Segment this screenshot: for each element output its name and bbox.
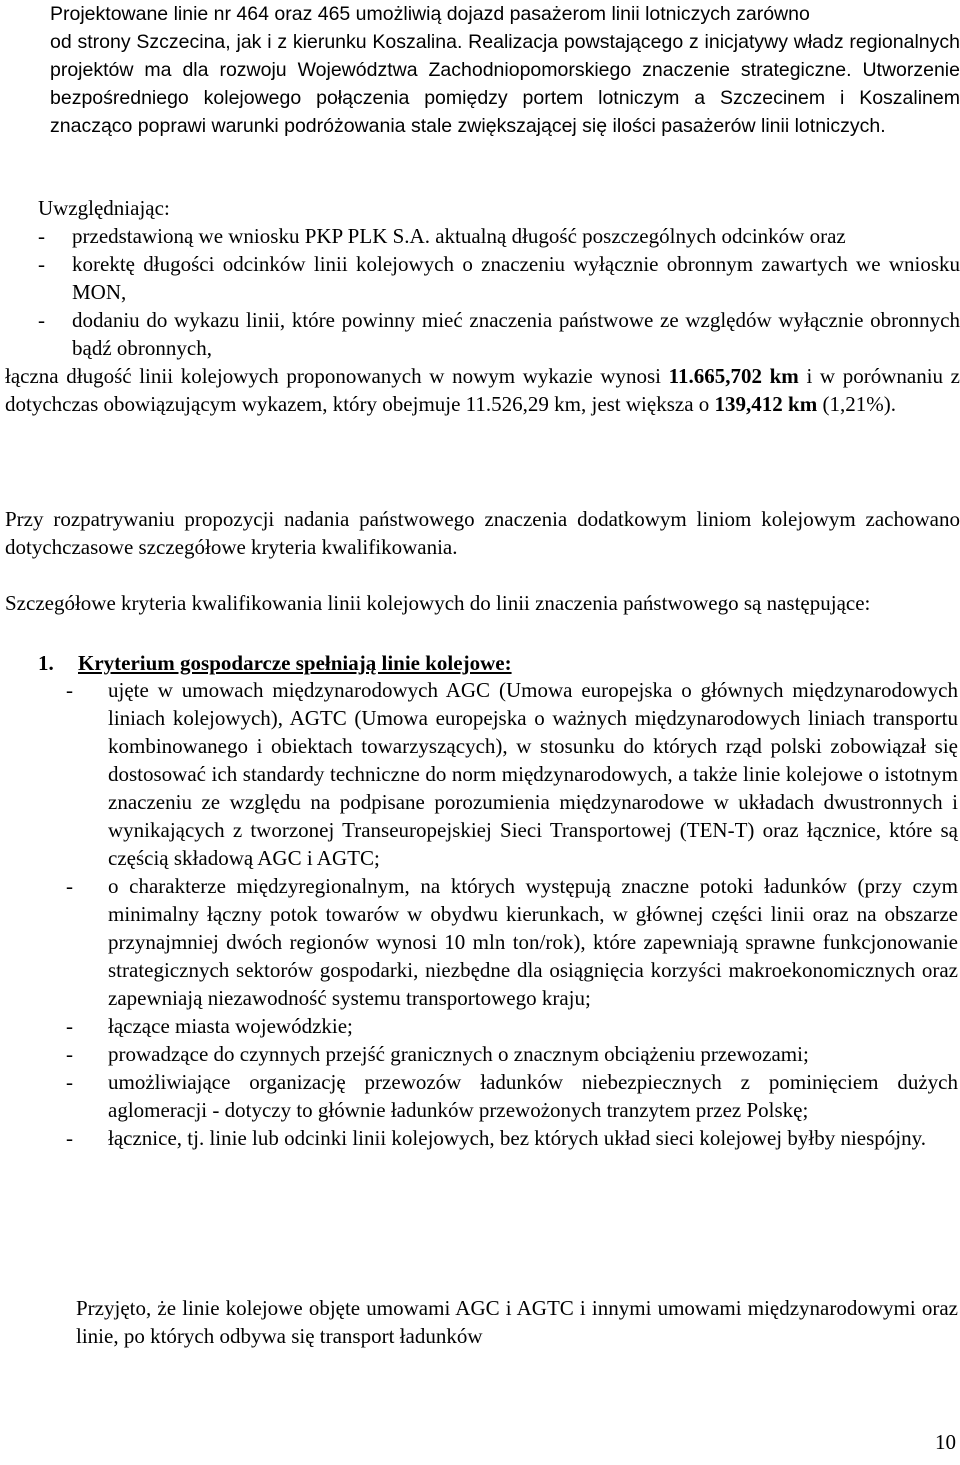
list-item bbox=[66, 676, 958, 872]
dash-bullet: - bbox=[38, 252, 45, 276]
length-difference: 139,412 km bbox=[714, 392, 818, 416]
list-item bbox=[66, 1124, 958, 1152]
list-item-text: umożliwiające organizację przewozów ładunków niebezpiecznych z pominięciem dużych aglomeracji - dotyczy to głównie ładunków przewożonych tranzytem przez Polskę; bbox=[108, 1070, 958, 1122]
list-item-text: przedstawioną we wniosku PKP PLK S.A. aktualną długość poszczególnych odcinków oraz bbox=[72, 224, 846, 248]
criteria-kept-paragraph: Przy rozpatrywaniu propozycji nadania państwowego znaczenia dodatkowym liniom kolejowym zachowano dotychczasowe szczegółowe kryteria kwalifikowania. bbox=[5, 507, 960, 559]
considering-heading: Uwzględniając: bbox=[38, 196, 170, 220]
dash-bullet: - bbox=[66, 1126, 73, 1150]
dash-bullet: - bbox=[66, 874, 73, 898]
list-item-text: prowadzące do czynnych przejść granicznych o znacznym obciążeniu przewozami; bbox=[108, 1042, 809, 1066]
final-paragraph: Przyjęto, że linie kolejowe objęte umowami AGC i AGTC i innymi umowami międzynarodowymi oraz linie, po których odbywa się transport ładunków bbox=[76, 1296, 958, 1348]
summary-text-a: łączna długość linii kolejowych proponowanych w nowym wykazie wynosi bbox=[5, 364, 669, 388]
criteria-intro-paragraph: Szczegółowe kryteria kwalifikowania linii kolejowych do linii znaczenia państwowego są następujące: bbox=[5, 591, 871, 615]
intro-first-line: Projektowane linie nr 464 oraz 465 umożliwią dojazd pasażerom linii lotniczych zarówno bbox=[50, 3, 810, 25]
list-item bbox=[66, 1040, 958, 1068]
summary-text-b: i w porównaniu z dotychczas obowiązującym wykazem, który obejmuje 11.526,29 km, jest większa o bbox=[5, 364, 960, 416]
dash-bullet: - bbox=[66, 1014, 73, 1038]
criterion-number: 1. bbox=[38, 651, 54, 675]
page-number: 10 bbox=[935, 1430, 956, 1454]
summary-text-c: (1,21%). bbox=[817, 392, 896, 416]
list-item bbox=[66, 1068, 958, 1124]
total-length: 11.665,702 km bbox=[668, 364, 799, 388]
dash-bullet: - bbox=[66, 1042, 73, 1066]
considering-section bbox=[5, 194, 960, 418]
list-item bbox=[66, 1012, 958, 1040]
length-summary bbox=[5, 362, 960, 418]
dash-bullet: - bbox=[66, 678, 73, 702]
list-item-text: dodaniu do wykazu linii, które powinny mieć znaczenia państwowe ze względów wyłącznie obronnych bądź obronnych, bbox=[72, 308, 960, 360]
list-item-text: korektę długości odcinków linii kolejowych o znaczeniu wyłącznie obronnym zawartych we wniosku MON, bbox=[72, 252, 960, 304]
dash-bullet: - bbox=[66, 1070, 73, 1094]
criterion-heading bbox=[38, 649, 512, 677]
list-item-text: ujęte w umowach międzynarodowych AGC (Umowa europejska o głównych międzynarodowych liniach kolejowych), AGTC (Umowa europejska o ważnych międzynarodowych liniach transportu kombinowanego i obiektach towarzyszących), w stosunku do których rząd polski zobowiązał się dostosować ich standardy techniczne do norm międzynarodowych, a także linie kolejowe o istotnym znaczeniu ze względu na podpisane porozumienia międzynarodowe w układach dwustronnych i wynikających z tworzonej Transeuropejskiej Sieci Transportowej (TEN-T) oraz łącznice, które są częścią składową AGC i AGTC; bbox=[108, 678, 958, 870]
intro-rest: od strony Szczecina, jak i z kierunku Koszalina. Realizacja powstającego z inicjatywy władz regionalnych projektów ma dla rozwoju Województwa Zachodniopomorskiego znaczenie strategiczne. Utworzenie bezpośredniego kolejowego połączenia pomiędzy portem lotniczym a Szczecinem i Koszalinem znacząco poprawi warunki podróżowania stale zwiększającej się ilości pasażerów linii lotniczych. bbox=[50, 31, 960, 137]
list-item bbox=[38, 250, 960, 306]
criterion-list bbox=[66, 676, 958, 1152]
list-item bbox=[66, 872, 958, 1012]
list-item-text: o charakterze międzyregionalnym, na których występują znaczne potoki ładunków (przy czym minimalny łączny potok towarów w obydwu kierunkach, w głównej części linii oraz na obszarze przynajmniej dwóch regionów wynosi 10 mln ton/rok), które zapewniają sprawne funkcjonowanie strategicznych sektorów gospodarki, niezbędne dla osiągnięcia korzyści makroekonomicznych oraz zapewniają niezawodność systemu transportowego kraju; bbox=[108, 874, 958, 1010]
list-item bbox=[38, 222, 960, 250]
list-item bbox=[38, 306, 960, 362]
dash-bullet: - bbox=[38, 224, 45, 248]
criterion-title: Kryterium gospodarcze spełniają linie kolejowe: bbox=[78, 651, 512, 675]
list-item-text: łącznice, tj. linie lub odcinki linii kolejowych, bez których układ sieci kolejowej byłby niespójny. bbox=[108, 1126, 927, 1150]
intro-paragraph bbox=[50, 0, 960, 140]
dash-bullet: - bbox=[38, 308, 45, 332]
list-item-text: łączące miasta wojewódzkie; bbox=[108, 1014, 353, 1038]
